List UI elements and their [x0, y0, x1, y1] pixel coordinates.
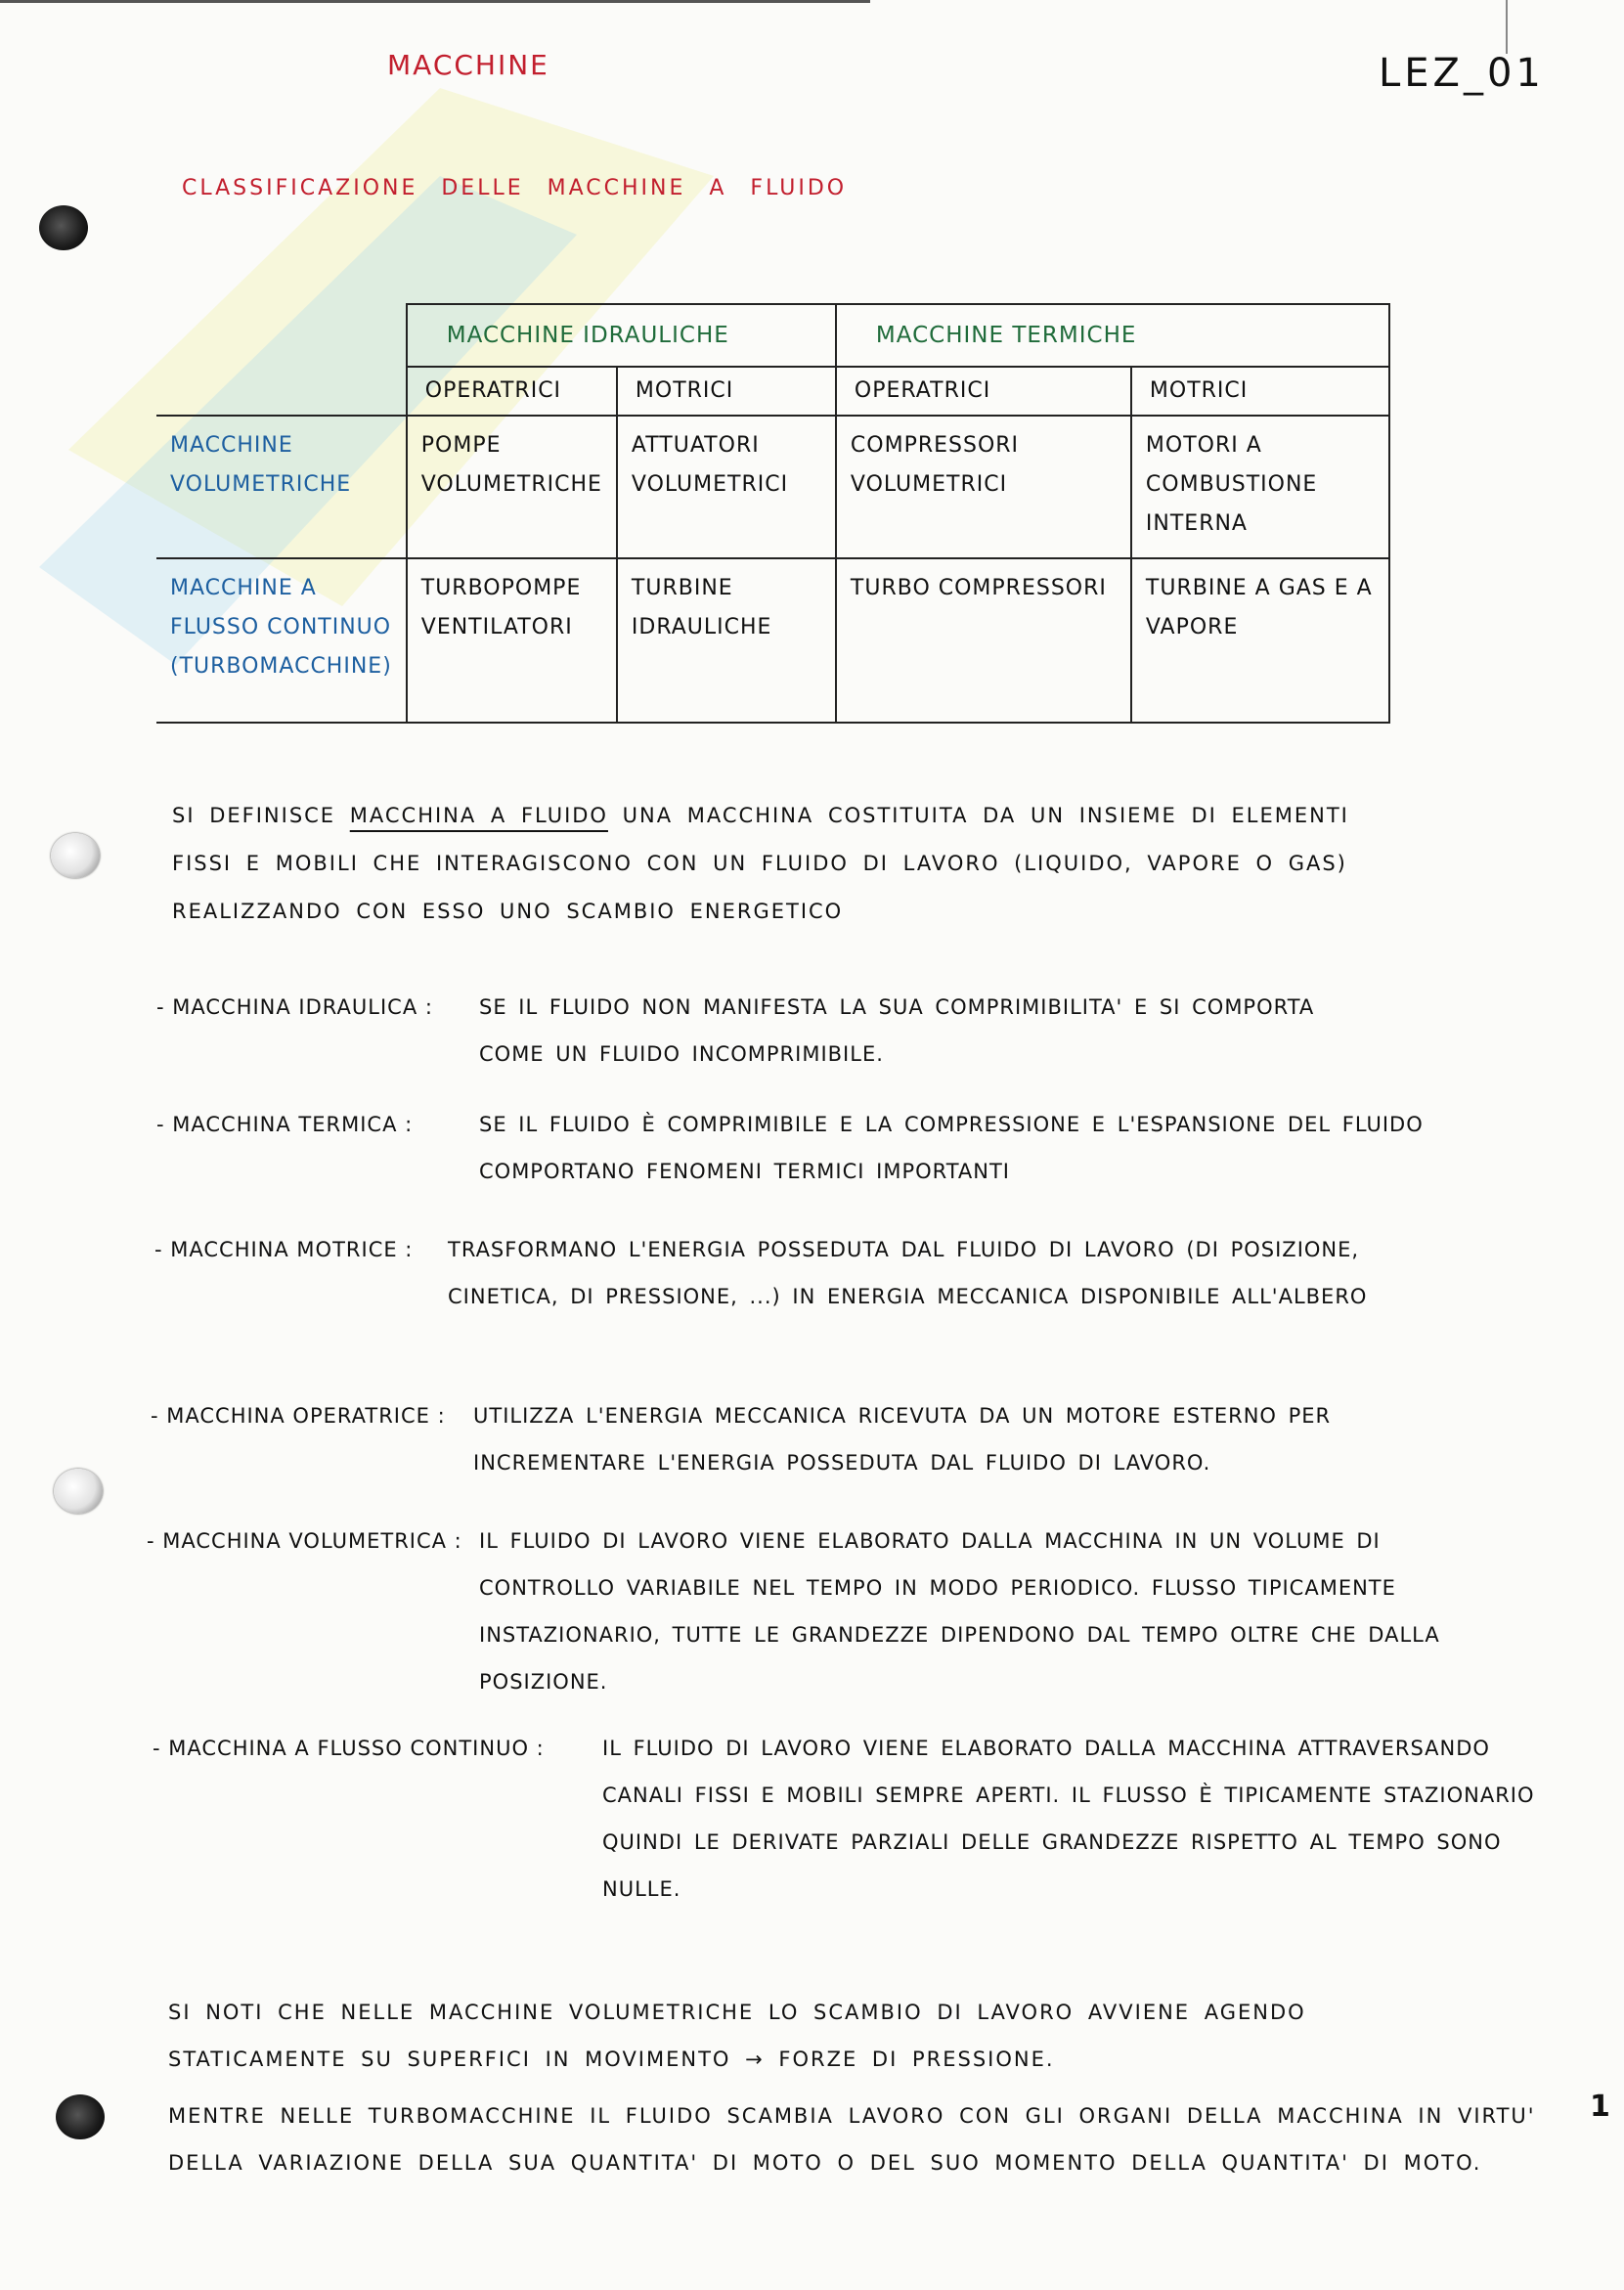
definition-text: IL FLUIDO DI LAVORO VIENE ELABORATO DALLA MACCHINA ATTRAVERSANDO CANALI FISSI E MOBILI SEMPRE APERTI. IL FLUSSO È TIPICAMENTE STAZIONARIO QUINDI LE DERIVATE PARZIALI DELLE GRANDEZZE RISPETTO AL TEMPO SONO NULLE. — [602, 1737, 1535, 1901]
row-header: MACCHINE VOLUMETRICHE — [156, 416, 407, 558]
definition-text: IL FLUIDO DI LAVORO VIENE ELABORATO DALLA MACCHINA IN UN VOLUME DI CONTROLLO VARIABILE NEL TEMPO IN MODO PERIODICO. FLUSSO TIPICAMENTE INSTAZIONARIO, TUTTE LE GRANDEZZE DIPENDONO DAL TEMPO OLTRE CHE DALLA POSIZIONE. — [479, 1529, 1440, 1694]
binder-hole — [54, 1469, 103, 1514]
key-term: MACCHINA A FLUIDO — [349, 804, 608, 827]
table-cell: ATTUATORI VOLUMETRICI — [617, 416, 836, 558]
definition-term: - MACCHINA A FLUSSO CONTINUO : — [153, 1737, 545, 1760]
note-paragraph: SI NOTI CHE NELLE MACCHINE VOLUMETRICHE LO SCAMBIO DI LAVORO AVVIENE AGENDO STATICAMENTE SU SUPERFICI IN MOVIMENTO → FORZE DI PRESSIONE. — [168, 2001, 1306, 2071]
classification-table — [156, 303, 1390, 724]
lecture-label: LEZ_01 — [1379, 51, 1545, 96]
table-cell: COMPRESSORI VOLUMETRICI — [836, 416, 1131, 558]
definition-term: - MACCHINA OPERATRICE : — [151, 1404, 446, 1428]
definition-text: SE IL FLUIDO È COMPRIMIBILE E LA COMPRESSIONE E L'ESPANSIONE DEL FLUIDO COMPORTANO FENOMENI TERMICI IMPORTANTI — [479, 1113, 1424, 1183]
table-cell: TURBOPOMPE VENTILATORI — [407, 558, 617, 723]
sub-header: MOTRICI — [617, 367, 836, 416]
table-row — [156, 416, 1389, 558]
note-paragraph: MENTRE NELLE TURBOMACCHINE IL FLUIDO SCAMBIA LAVORO CON GLI ORGANI DELLA MACCHINA IN VIRTU' DELLA VARIAZIONE DELLA SUA QUANTITA' DI MOTO O DEL SUO MOMENTO DELLA QUANTITA' DI MOTO. — [168, 2104, 1536, 2175]
page-top-edge — [0, 0, 870, 3]
table-cell: TURBO COMPRESSORI — [836, 558, 1131, 723]
table-cell: TURBINE A GAS E A VAPORE — [1131, 558, 1389, 723]
table-cell: MOTORI A COMBUSTIONE INTERNA — [1131, 416, 1389, 558]
page-number: 1 — [1590, 2090, 1610, 2124]
definition-term: - MACCHINA IDRAULICA : — [156, 995, 433, 1019]
definition-text: TRASFORMANO L'ENERGIA POSSEDUTA DAL FLUIDO DI LAVORO (DI POSIZIONE, CINETICA, DI PRESSIONE, ...) IN ENERGIA MECCANICA DISPONIBILE ALL'ALBERO — [448, 1238, 1368, 1308]
binder-hole — [39, 205, 88, 250]
definition-text: SE IL FLUIDO NON MANIFESTA LA SUA COMPRIMIBILITA' E SI COMPORTA COME UN FLUIDO INCOMPRIMIBILE. — [479, 995, 1315, 1066]
page-fold-line — [1506, 0, 1508, 54]
row-header: MACCHINE A FLUSSO CONTINUO (TURBOMACCHINE) — [156, 558, 407, 723]
binder-hole — [51, 833, 100, 878]
definition-term: - MACCHINA TERMICA : — [156, 1113, 414, 1136]
section-subtitle: CLASSIFICAZIONE DELLE MACCHINE A FLUIDO — [182, 176, 848, 200]
table-row — [156, 558, 1389, 723]
binder-hole — [56, 2094, 105, 2139]
sub-header: MOTRICI — [1131, 367, 1389, 416]
definition-term: - MACCHINA MOTRICE : — [154, 1238, 414, 1261]
definition-term: - MACCHINA VOLUMETRICA : — [147, 1529, 462, 1553]
definition-text: UTILIZZA L'ENERGIA MECCANICA RICEVUTA DA UN MOTORE ESTERNO PER INCREMENTARE L'ENERGIA POSSEDUTA DAL FLUIDO DI LAVORO. — [473, 1404, 1332, 1475]
page-title: MACCHINE — [387, 49, 549, 81]
definition-paragraph: SI DEFINISCE MACCHINA A FLUIDO UNA MACCHINA COSTITUITA DA UN INSIEME DI ELEMENTI FISSI E MOBILI CHE INTERAGISCONO CON UN FLUIDO DI LAVORO (LIQUIDO, VAPORE O GAS) REALIZZANDO CON ESSO UNO SCAMBIO ENERGETICO — [172, 804, 1349, 923]
table-row — [156, 367, 1389, 416]
group-header: MACCHINE TERMICHE — [836, 304, 1389, 367]
group-header: MACCHINE IDRAULICHE — [407, 304, 836, 367]
table-row — [156, 304, 1389, 367]
sub-header: OPERATRICI — [836, 367, 1131, 416]
sub-header: OPERATRICI — [407, 367, 617, 416]
table-cell: TURBINE IDRAULICHE — [617, 558, 836, 723]
table-cell: POMPE VOLUMETRICHE — [407, 416, 617, 558]
